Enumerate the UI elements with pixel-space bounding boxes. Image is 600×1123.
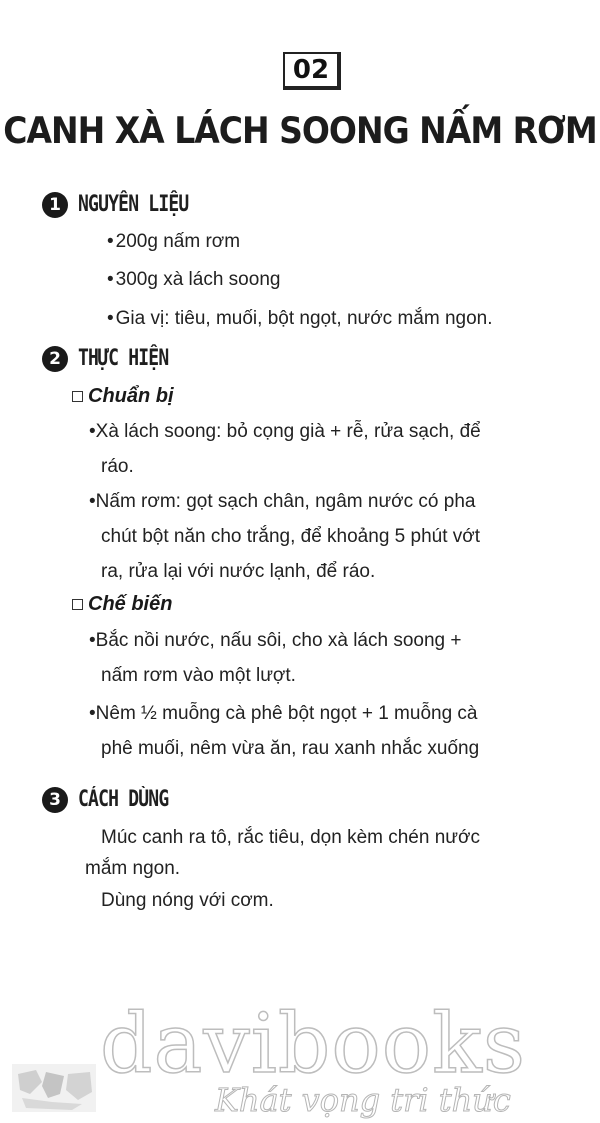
bullet-icon: • <box>107 308 114 329</box>
watermark-brand: davibooks <box>100 997 526 1092</box>
watermark-slogan: Khát vọng tri thức <box>215 1081 511 1119</box>
ingredient-item: • 200g nấm rơm <box>107 231 241 252</box>
prep-step-2-cont: chút bột năn cho trắng, để khoảng 5 phút vớt <box>101 526 481 547</box>
cook-step-1-cont: nấm rơm vào một lượt. <box>101 665 296 686</box>
serving-text-cont: mắm ngon. <box>85 858 181 879</box>
ingredients-heading <box>42 190 213 220</box>
serving-heading <box>42 785 188 815</box>
ingredient-item: • 300g xà lách soong <box>107 269 281 290</box>
method-heading-label: THỰC HIỆN <box>78 346 169 371</box>
serving-heading-label: CÁCH DÙNG <box>78 787 169 812</box>
prep-subheading: Chuẩn bị <box>72 381 174 411</box>
ingredient-item: • Gia vị: tiêu, muối, bột ngọt, nước mắm ngon. <box>107 308 493 329</box>
bullet-icon: • <box>89 421 96 442</box>
prep-step-2-cont: ra, rửa lại với nước lạnh, để ráo. <box>101 561 376 582</box>
bullet-icon: • <box>89 630 96 651</box>
publisher-logo-icon <box>12 1064 96 1112</box>
ingredients-heading-label: NGUYÊN LIỆU <box>78 192 189 217</box>
checkbox-square-icon <box>72 599 83 610</box>
bullet-icon: • <box>89 703 96 724</box>
prep-step-1: •Xà lách soong: bỏ cọng già + rễ, rửa sạch, để <box>89 421 481 442</box>
recipe-number: 02 <box>283 52 341 90</box>
bullet-icon: • <box>89 491 96 512</box>
serving-text: Múc canh ra tô, rắc tiêu, dọn kèm chén nước <box>101 827 480 848</box>
method-heading <box>42 344 188 374</box>
cook-step-2: •Nêm ½ muỗng cà phê bột ngọt + 1 muỗng cà <box>89 703 478 724</box>
cook-step-2-cont: phê muối, nêm vừa ăn, rau xanh nhắc xuống <box>101 738 480 759</box>
bullet-icon: • <box>107 269 114 290</box>
bullet-icon: • <box>107 231 114 252</box>
number-two-icon: 2 <box>42 346 68 372</box>
number-three-icon: 3 <box>42 787 68 813</box>
number-one-icon: 1 <box>42 192 68 218</box>
cook-step-1: •Bắc nồi nước, nấu sôi, cho xà lách soong + <box>89 630 462 651</box>
serving-note: Dùng nóng với cơm. <box>101 890 274 911</box>
checkbox-square-icon <box>72 391 83 402</box>
cook-subheading: Chế biến <box>72 589 172 619</box>
prep-step-1-cont: ráo. <box>101 456 134 477</box>
recipe-title: CANH XÀ LÁCH SOONG NẤM RƠM <box>3 109 597 152</box>
prep-step-2: •Nấm rơm: gọt sạch chân, ngâm nước có pha <box>89 491 476 512</box>
